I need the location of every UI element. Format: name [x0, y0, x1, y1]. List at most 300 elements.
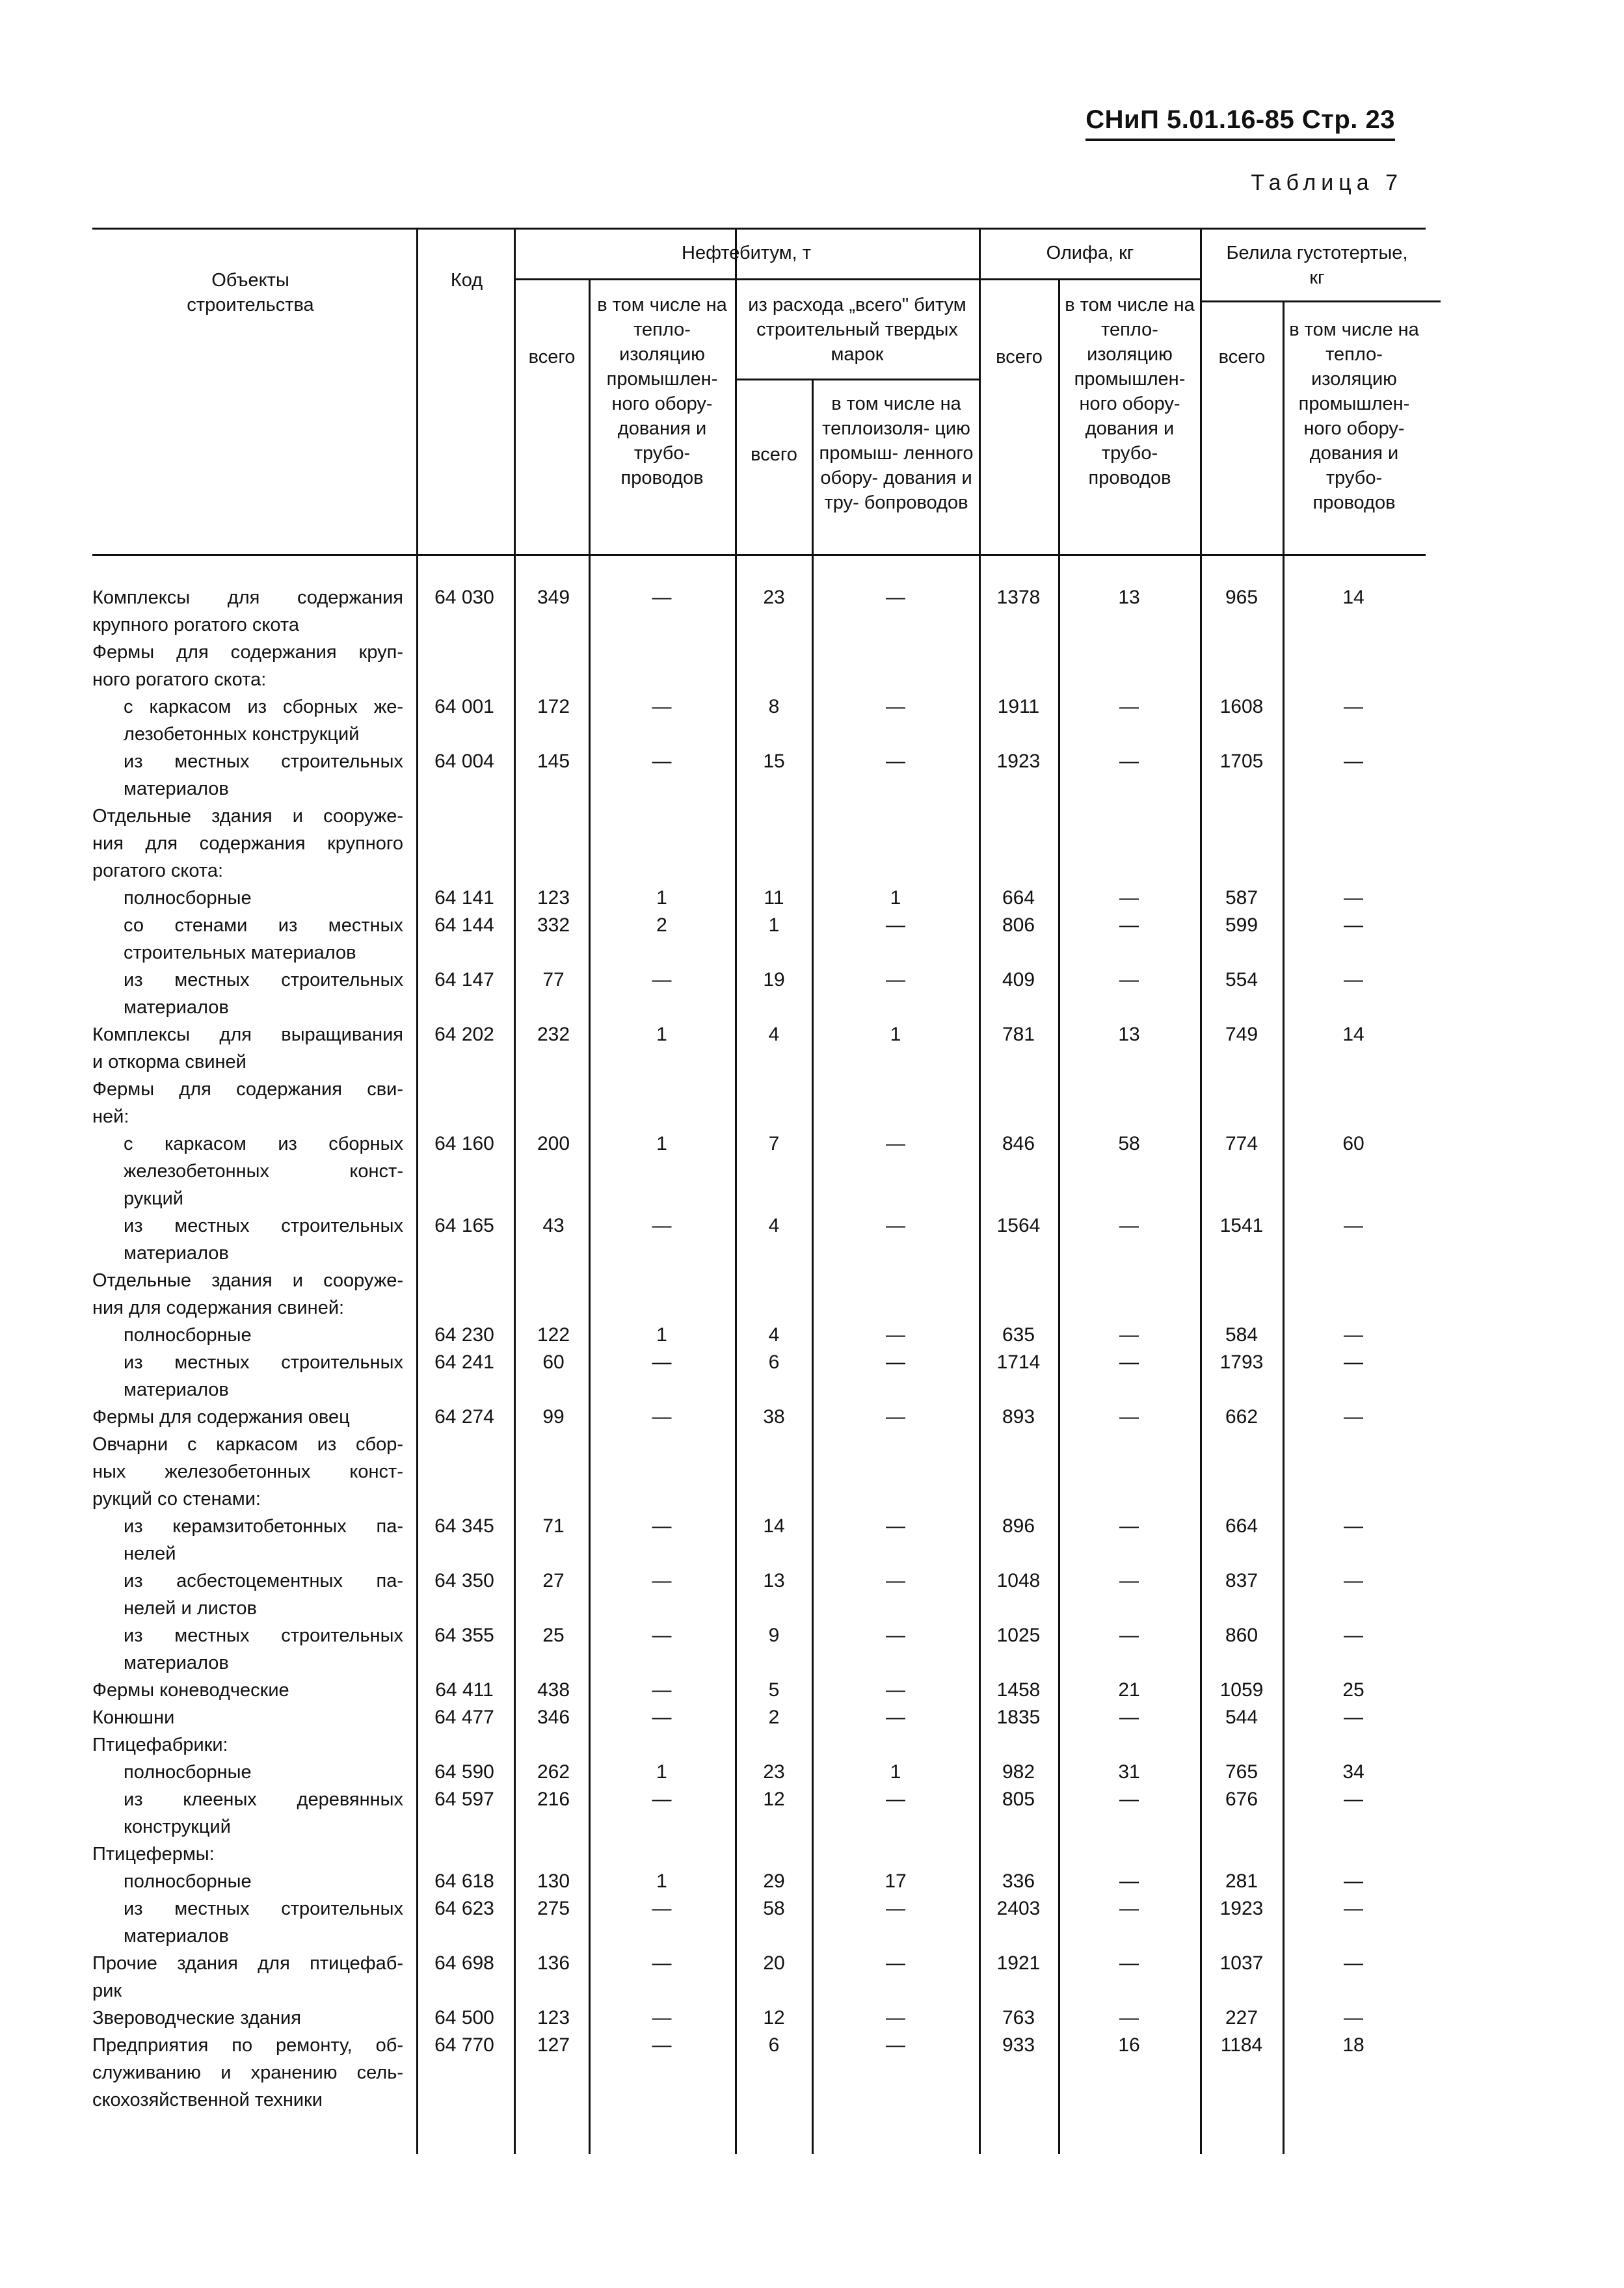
header-neftebitum-total: всего — [528, 347, 576, 367]
row-label — [92, 2004, 403, 2032]
row-value: — — [1344, 1625, 1363, 1646]
header-belila-total: всего — [1218, 347, 1266, 367]
row-value: 765 — [1225, 1761, 1258, 1783]
row-label — [92, 1513, 403, 1567]
row-value: — — [1119, 696, 1139, 717]
row-label-line: полносборные — [124, 1325, 252, 1346]
row-label-line: из местных строительных — [124, 1352, 403, 1373]
header-olifa-insulation: в том числе на тепло- изоляцию промышлен- ного обору- дования и трубо- проводов — [1065, 295, 1195, 488]
row-value: 544 — [1225, 1707, 1258, 1728]
row-label-line: с каркасом из сборных же- — [124, 697, 403, 717]
row-value: — — [1119, 1789, 1139, 1810]
row-label-line: Птицефермы: — [92, 1844, 215, 1865]
row-label — [92, 1622, 403, 1677]
row-label-line: материалов — [124, 1926, 229, 1947]
row-value: 774 — [1225, 1133, 1258, 1154]
row-value: 896 — [1002, 1515, 1035, 1537]
row-value: — — [1119, 1351, 1139, 1373]
row-value: — — [1344, 1789, 1363, 1810]
row-label-line: из клееных деревянных — [124, 1789, 403, 1810]
row-value: — — [1344, 1406, 1363, 1428]
header-belila: Белила густотертые, кг — [1226, 243, 1408, 288]
row-value: — — [1344, 914, 1363, 936]
row-label-line: материалов — [124, 1653, 229, 1673]
row-code: 64 350 — [434, 1570, 494, 1591]
row-value: 1048 — [996, 1570, 1041, 1591]
row-value: — — [1119, 969, 1139, 991]
row-value: 19 — [763, 969, 785, 991]
col-divider-v2 — [735, 228, 737, 2154]
row-label-line: крупного рогатого скота — [92, 615, 299, 635]
row-value: 127 — [537, 2034, 570, 2056]
row-value: — — [886, 1133, 905, 1154]
row-value: 676 — [1225, 1789, 1258, 1810]
row-value: 216 — [537, 1789, 570, 1810]
row-value: 227 — [1225, 2007, 1258, 2029]
row-value: 933 — [1002, 2034, 1035, 2056]
row-code: 64 202 — [434, 1024, 494, 1045]
row-value: 14 — [763, 1515, 785, 1537]
row-label-line: материалов — [124, 997, 229, 1018]
row-label-line: Предприятия по ремонту, об- — [92, 2035, 403, 2056]
row-value: 14 — [1342, 1024, 1364, 1045]
row-value: 1705 — [1219, 751, 1264, 772]
col-divider-v4 — [979, 228, 981, 2154]
row-label — [92, 966, 403, 1021]
row-label-line: из местных строительных — [124, 1898, 403, 1919]
row-label-line: полносборные — [124, 1762, 252, 1783]
row-value: — — [886, 1215, 905, 1236]
row-value: 599 — [1225, 914, 1258, 936]
row-value: 662 — [1225, 1406, 1258, 1428]
header-bitum-insulation: в том числе на теплоизоля- цию промыш- ленного обору- дования и тру- бопроводов — [819, 393, 974, 513]
row-code: 64 698 — [434, 1952, 494, 1974]
row-label — [92, 1403, 403, 1431]
header-bitum-from-total: из расхода „всего" битум строительный твердых марок — [748, 295, 966, 365]
row-value: — — [1344, 1870, 1363, 1892]
header-belila-insulation: в том числе на тепло- изоляцию промышлен- ного обору- дования и трубо- проводов — [1289, 319, 1419, 513]
row-value: 14 — [1342, 587, 1364, 608]
row-value: 1923 — [1219, 1898, 1264, 1919]
col-divider-v6 — [1200, 228, 1202, 2154]
row-value: — — [1344, 2007, 1363, 2029]
row-value: 6 — [768, 1351, 780, 1373]
row-code: 64 004 — [434, 751, 494, 772]
row-value: 172 — [537, 696, 570, 717]
row-value: 13 — [1118, 1024, 1140, 1045]
row-label-line: Птицефабрики: — [92, 1735, 228, 1755]
row-label-line: Фермы для содержания круп- — [92, 642, 403, 663]
row-value: — — [1119, 1515, 1139, 1537]
row-value: — — [1119, 1324, 1139, 1346]
row-label-line: и откорма свиней — [92, 1052, 246, 1072]
row-value: 11 — [764, 887, 784, 909]
row-value: 1793 — [1219, 1351, 1264, 1373]
header-bitum-total: всего — [751, 444, 797, 465]
row-value: 21 — [1118, 1679, 1140, 1701]
row-value: — — [652, 1215, 672, 1236]
row-value: 7 — [768, 1133, 780, 1154]
row-label-line: полносборные — [124, 888, 252, 909]
row-value: 587 — [1225, 887, 1258, 909]
row-label-line: лезобетонных конструкций — [124, 724, 360, 745]
row-value: 123 — [537, 2007, 570, 2029]
row-value: 130 — [537, 1870, 570, 1892]
row-code: 64 355 — [434, 1625, 494, 1646]
row-code: 64 770 — [434, 2034, 494, 2056]
row-label — [92, 1704, 403, 1731]
row-value: — — [1344, 1707, 1363, 1728]
row-code: 64 241 — [434, 1351, 494, 1373]
row-value: 27 — [542, 1570, 565, 1591]
row-label-line: материалов — [124, 778, 229, 799]
row-label-line: Звероводческие здания — [92, 2008, 301, 2029]
row-value: 805 — [1002, 1789, 1035, 1810]
row-value: 1184 — [1220, 2034, 1263, 2056]
group-heading — [92, 1731, 403, 1759]
row-value: 1921 — [996, 1952, 1041, 1974]
row-value: — — [886, 1625, 905, 1646]
row-value: 275 — [537, 1898, 570, 1919]
row-value: 965 — [1225, 587, 1258, 608]
row-value: 1 — [656, 1024, 667, 1045]
row-value: 122 — [537, 1324, 570, 1346]
row-label-line: конструкций — [124, 1816, 231, 1837]
row-value: 1 — [890, 1761, 901, 1783]
row-value: — — [1344, 1515, 1363, 1537]
row-label-line: строительных материалов — [124, 942, 356, 963]
row-value: 749 — [1225, 1024, 1258, 1045]
row-value: — — [1119, 1898, 1139, 1919]
row-value: — — [1344, 1351, 1363, 1373]
belila-rule — [1200, 300, 1441, 302]
row-value: — — [1344, 969, 1363, 991]
row-value: — — [652, 2034, 672, 2056]
row-label-line: Фермы для содержания сви- — [92, 1079, 403, 1100]
col-divider-code-left — [416, 228, 418, 2154]
row-value: — — [886, 1952, 905, 1974]
row-value: 31 — [1118, 1761, 1140, 1783]
row-label-line: Отдельные здания и сооруже- — [92, 1270, 403, 1291]
row-value: 60 — [542, 1351, 565, 1373]
row-value: — — [1119, 1707, 1139, 1728]
row-code: 64 141 — [434, 887, 494, 909]
row-value: 17 — [885, 1870, 907, 1892]
row-label-line: материалов — [124, 1243, 229, 1264]
row-value: 1 — [656, 1870, 667, 1892]
row-value: — — [652, 751, 672, 772]
row-label-line: нелей — [124, 1543, 176, 1564]
row-value: — — [886, 1351, 905, 1373]
row-value: — — [652, 587, 672, 608]
row-value: 635 — [1002, 1324, 1035, 1346]
row-label-line: Отдельные здания и сооруже- — [92, 806, 403, 827]
row-value: 18 — [1342, 2034, 1364, 2056]
row-value: 34 — [1342, 1761, 1364, 1783]
row-value: 1835 — [996, 1707, 1041, 1728]
row-value: — — [1119, 1625, 1139, 1646]
row-value: 806 — [1002, 914, 1035, 936]
row-value: — — [886, 751, 905, 772]
row-value: — — [1344, 887, 1363, 909]
row-value: — — [652, 1707, 672, 1728]
row-label — [92, 1567, 403, 1622]
row-label-line: Прочие здания для птицефаб- — [92, 1953, 403, 1974]
row-value: 4 — [768, 1324, 780, 1346]
row-value: 893 — [1002, 1406, 1035, 1428]
row-value: 1 — [656, 1324, 667, 1346]
row-value: 1025 — [996, 1625, 1041, 1646]
row-value: 1059 — [1219, 1679, 1264, 1701]
header-objects: Объекты строительства — [187, 270, 314, 315]
row-value: — — [1119, 1870, 1139, 1892]
row-value: 123 — [537, 887, 570, 909]
row-value: 38 — [763, 1406, 785, 1428]
row-value: 281 — [1225, 1870, 1258, 1892]
row-value: — — [886, 1570, 905, 1591]
row-value: 763 — [1002, 2007, 1035, 2029]
row-value: 25 — [1342, 1679, 1364, 1701]
row-label-line: Конюшни — [92, 1707, 175, 1728]
row-value: 336 — [1002, 1870, 1035, 1892]
row-value: 77 — [542, 969, 565, 991]
row-value: — — [652, 1515, 672, 1537]
row-label-line: служиванию и хранению сель- — [92, 2062, 403, 2083]
row-value: 860 — [1225, 1625, 1258, 1646]
row-value: 1 — [656, 887, 667, 909]
row-label-line: со стенами из местных — [124, 915, 403, 936]
row-label — [92, 584, 403, 639]
row-value: 2403 — [996, 1898, 1041, 1919]
row-label — [92, 1212, 403, 1267]
row-value: — — [886, 1324, 905, 1346]
row-value: 4 — [768, 1024, 780, 1045]
row-value: — — [652, 1570, 672, 1591]
row-label — [92, 1895, 403, 1950]
row-value: 1714 — [996, 1351, 1041, 1373]
row-label-line: железобетонных конст- — [124, 1161, 403, 1182]
row-code: 64 345 — [434, 1515, 494, 1537]
row-label-line: из местных строительных — [124, 1625, 403, 1646]
row-value: 16 — [1118, 2034, 1140, 2056]
row-label-line: Комплексы для выращивания — [92, 1024, 403, 1045]
row-value: 781 — [1002, 1024, 1035, 1045]
row-value: — — [652, 1898, 672, 1919]
row-value: 438 — [537, 1679, 570, 1701]
row-value: — — [886, 1898, 905, 1919]
header-neftebitum: Нефтебитум, т — [682, 243, 811, 263]
row-label — [92, 1950, 403, 2004]
group-heading — [92, 803, 403, 885]
row-value: — — [652, 696, 672, 717]
row-value: 200 — [537, 1133, 570, 1154]
row-label-line: скохозяйственной техники — [92, 2090, 323, 2110]
header-olifa-total: всего — [996, 347, 1043, 367]
row-value: 584 — [1225, 1324, 1258, 1346]
row-code: 64 001 — [434, 696, 494, 717]
row-value: 1037 — [1219, 1952, 1264, 1974]
row-label-line: Овчарни с каркасом из сбор- — [92, 1434, 403, 1455]
row-value: 60 — [1342, 1133, 1364, 1154]
row-code: 64 030 — [434, 587, 494, 608]
row-label-line: материалов — [124, 1379, 229, 1400]
row-code: 64 590 — [434, 1761, 494, 1783]
row-value: — — [652, 1351, 672, 1373]
group-heading — [92, 1267, 403, 1322]
row-value: — — [1344, 751, 1363, 772]
row-value: 145 — [537, 751, 570, 772]
header-code: Код — [450, 270, 483, 291]
row-value: 4 — [768, 1215, 780, 1236]
row-value: — — [886, 2007, 905, 2029]
row-code: 64 165 — [434, 1215, 494, 1236]
row-value: 12 — [763, 1789, 785, 1810]
row-value: 13 — [763, 1570, 785, 1591]
row-code: 64 597 — [434, 1789, 494, 1810]
row-value: — — [652, 1789, 672, 1810]
group-heading — [92, 1841, 403, 1868]
row-label — [92, 885, 403, 912]
olifa-rule — [979, 278, 1200, 280]
row-value: 23 — [763, 1761, 785, 1783]
row-value: 29 — [763, 1870, 785, 1892]
row-value: — — [886, 969, 905, 991]
row-value: 2 — [656, 914, 667, 936]
row-value: — — [886, 1679, 905, 1701]
row-label — [92, 1322, 403, 1349]
row-label-line: рогатого скота: — [92, 860, 224, 881]
row-value: — — [1344, 1898, 1363, 1919]
row-value: 1 — [890, 1024, 901, 1045]
header-neftebitum-insulation: в том числе на тепло- изоляцию промышлен- ного обору- дования и трубо- проводов — [597, 295, 727, 488]
row-code: 64 230 — [434, 1324, 494, 1346]
row-value: 232 — [537, 1024, 570, 1045]
row-value: — — [1119, 1215, 1139, 1236]
row-label — [92, 912, 403, 966]
row-value: 1 — [768, 914, 780, 936]
row-value: 136 — [537, 1952, 570, 1974]
row-label-line: ния для содержания крупного — [92, 833, 403, 854]
row-label-line: из местных строительных — [124, 970, 403, 991]
row-value: — — [1344, 1570, 1363, 1591]
group-heading — [92, 1076, 403, 1130]
row-value: 1923 — [996, 751, 1041, 772]
row-value: 837 — [1225, 1570, 1258, 1591]
row-value: 23 — [763, 587, 785, 608]
row-value: 1608 — [1219, 696, 1264, 717]
row-code: 64 274 — [434, 1406, 494, 1428]
row-label-line: с каркасом из сборных — [124, 1134, 403, 1154]
row-value: 5 — [768, 1679, 780, 1701]
group-heading — [92, 639, 403, 693]
row-label-line: ных железобетонных конст- — [92, 1461, 403, 1482]
row-label — [92, 748, 403, 803]
row-value: — — [1344, 696, 1363, 717]
row-label-line: из керамзитобетонных па- — [124, 1516, 403, 1537]
row-label — [92, 2032, 403, 2114]
running-head: СНиП 5.01.16-85 Стр. 23 — [1085, 105, 1395, 141]
row-value: 1 — [656, 1761, 667, 1783]
row-label-line: нелей и листов — [124, 1598, 257, 1619]
row-label-line: рик — [92, 1980, 122, 2001]
row-label-line: полносборные — [124, 1871, 252, 1892]
row-value: 9 — [768, 1625, 780, 1646]
row-code: 64 618 — [434, 1870, 494, 1892]
row-value: 346 — [537, 1707, 570, 1728]
bitum-subrule — [735, 379, 979, 380]
row-value: 58 — [1118, 1133, 1140, 1154]
row-value: — — [886, 914, 905, 936]
row-value: 71 — [542, 1515, 565, 1537]
row-label-line: ней: — [92, 1106, 129, 1127]
row-label — [92, 1868, 403, 1895]
table-caption: Таблица 7 — [1251, 170, 1403, 195]
row-code: 64 477 — [434, 1707, 494, 1728]
table-top-rule — [92, 228, 1426, 230]
group-heading — [92, 1431, 403, 1513]
row-value: 99 — [542, 1406, 565, 1428]
row-label-line: рукций — [124, 1188, 183, 1209]
row-label — [92, 1759, 403, 1786]
row-value: 664 — [1225, 1515, 1258, 1537]
row-value: 332 — [537, 914, 570, 936]
row-value: — — [886, 696, 905, 717]
row-code: 64 144 — [434, 914, 494, 936]
row-label-line: Фермы коневодческие — [92, 1680, 289, 1701]
row-label — [92, 693, 403, 748]
row-value: 1 — [890, 887, 901, 909]
row-value: — — [1119, 751, 1139, 772]
row-value: — — [652, 1406, 672, 1428]
row-value: — — [886, 1406, 905, 1428]
row-code: 64 500 — [434, 2007, 494, 2029]
header-olifa: Олифа, кг — [1046, 243, 1134, 263]
row-label-line: Фермы для содержания овец — [92, 1407, 350, 1428]
row-value: — — [1119, 2007, 1139, 2029]
row-value: 554 — [1225, 969, 1258, 991]
header-bottom-rule — [92, 554, 1426, 556]
row-value: 20 — [763, 1952, 785, 1974]
row-value: 349 — [537, 587, 570, 608]
row-value: 43 — [542, 1215, 565, 1236]
row-value: 664 — [1002, 887, 1035, 909]
row-value: — — [1344, 1215, 1363, 1236]
row-value: — — [652, 1952, 672, 1974]
row-value: 2 — [768, 1707, 780, 1728]
row-value: 1911 — [997, 696, 1040, 717]
row-value: — — [886, 1789, 905, 1810]
row-value: — — [1119, 1406, 1139, 1428]
row-label-line: ния для содержания свиней: — [92, 1297, 345, 1318]
row-label — [92, 1349, 403, 1403]
row-value: — — [886, 587, 905, 608]
row-label-line: из местных строительных — [124, 1216, 403, 1236]
row-value: — — [886, 1515, 905, 1537]
row-value: — — [1119, 914, 1139, 936]
row-value: 262 — [537, 1761, 570, 1783]
row-label-line: Комплексы для содержания — [92, 587, 403, 608]
row-label-line: рукций со стенами: — [92, 1489, 261, 1510]
row-code: 64 411 — [435, 1679, 494, 1701]
row-label — [92, 1786, 403, 1841]
row-label-line: из местных строительных — [124, 751, 403, 772]
row-value: 6 — [768, 2034, 780, 2056]
row-value: — — [1119, 887, 1139, 909]
row-value: 25 — [542, 1625, 565, 1646]
row-value: 982 — [1002, 1761, 1035, 1783]
row-label — [92, 1677, 403, 1704]
row-code: 64 160 — [434, 1133, 494, 1154]
